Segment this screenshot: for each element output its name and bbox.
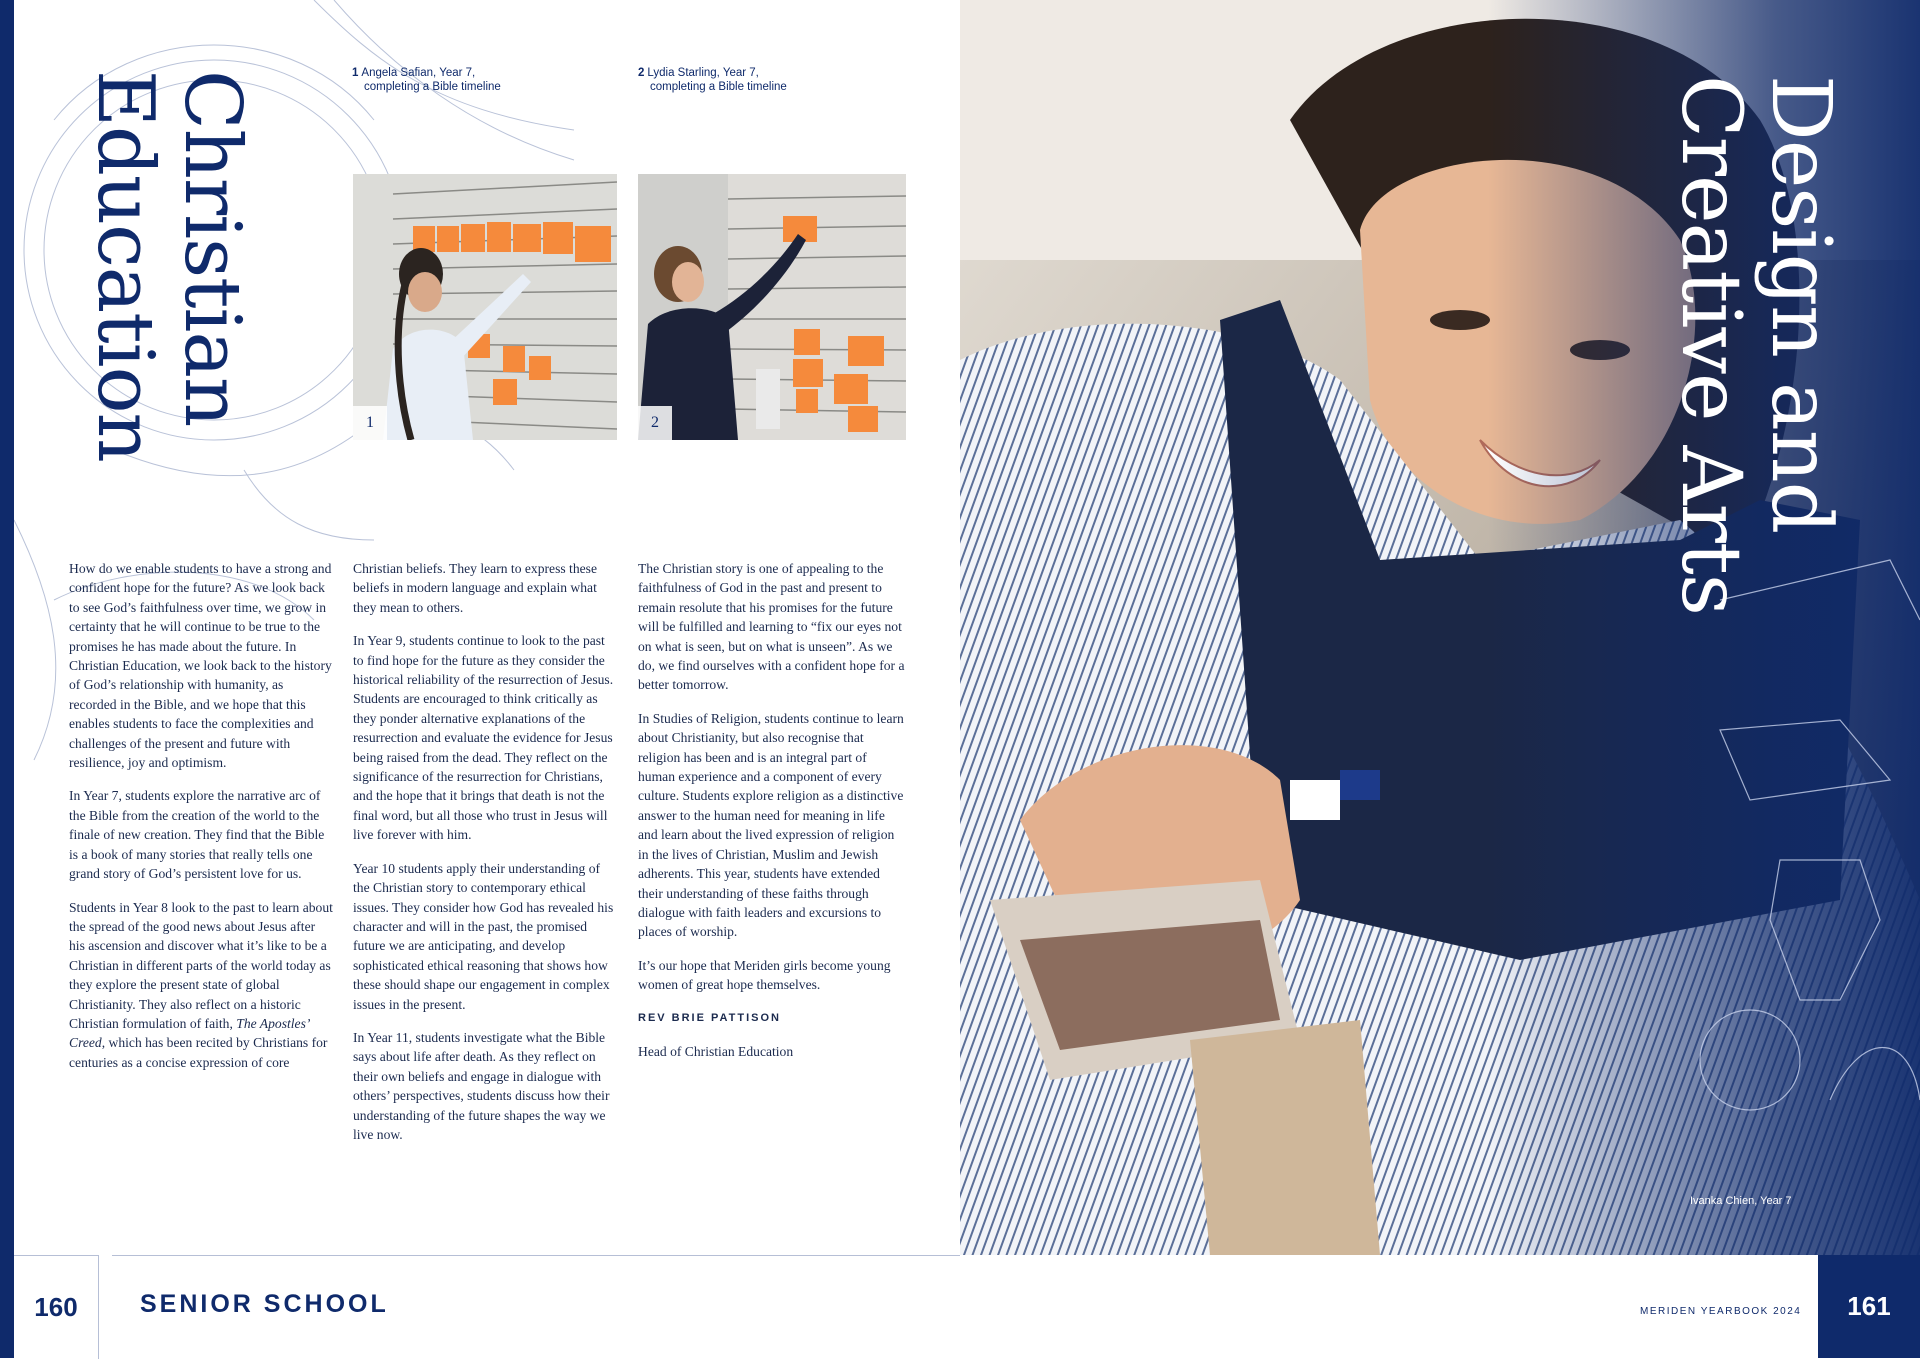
paragraph-year7: In Year 7, students explore the narrative arc of the Bible from the creation of the world to the finale of new creation. They find that the Bible is a book of many stories that really tells one grand story of God’s persistent love for us.	[69, 788, 325, 882]
paragraph-year8	[69, 898, 334, 1073]
caption-1-name: Angela Safian, Year 7,	[361, 67, 476, 79]
photo-2-image	[638, 174, 906, 440]
caption-1-desc: completing a Bible timeline	[364, 81, 501, 93]
body-column-3	[638, 559, 906, 1075]
photo-1-number: 1	[353, 406, 387, 440]
left-page	[14, 0, 960, 1255]
footer-rule	[112, 1255, 960, 1256]
caption-2-number: 2	[638, 67, 645, 79]
signature-role: Head of Christian Education	[638, 1043, 794, 1059]
title-line-1: Christian	[167, 70, 257, 427]
footer-left-edge	[0, 1255, 14, 1358]
right-page-number: 161	[1818, 1255, 1920, 1358]
caption-2-name: Lydia Starling, Year 7,	[647, 67, 759, 79]
caption-1	[352, 66, 501, 94]
photo-2-number: 2	[638, 406, 672, 440]
caption-2-desc: completing a Bible timeline	[650, 81, 787, 93]
paragraph-year9: In Year 9, students continue to look to the past to find hope for the future as they consider the historical reliability of the resurrection of Jesus. Students are encouraged to think critically as they ponder alternative explanations of the resurrection and evaluate the evidence for Jesus being raised from the dead. They reflect on the significance of the resurrection for Christians, and the hope that it brings that death is not the final word, but all those who trust in Jesus will live forever with him.	[353, 633, 614, 843]
paragraph-studies-of-religion: In Studies of Religion, students continue to learn about Christianity, but also recognise that religion has been and is an integral part of human experience and a component of every culture. Students explore religion as a distinctive answer to the human need for meaning in life and learn about the lived expression of religion in the lives of Christian, Muslim and Jewish adherents. This year, students have extended their understanding of these faiths through dialogue with faith leaders and excursions to places of worship.	[638, 710, 904, 940]
right-title-line-2: Creative Arts	[1663, 75, 1758, 615]
apostles-creed-title: The Apostles’ Creed	[69, 1015, 309, 1051]
paragraph-year8-text: Students in Year 8 look to the past to learn about the spread of the good news about Jesus after his ascension and discover what it’s like to be a Christian in different parts of the world today as they explore the present state of global Christianity. They also reflect on a historic Christian formulation of faith,	[69, 899, 333, 1031]
paragraph-christian-story: The Christian story is one of appealing to the faithfulness of God in the past and present to remain resolute that his promises for the future will be fulfilled and learning to “fix our eyes not on what is seen, but on what is unseen”. As we do, we find ourselves with a confident hope for a better tomorrow.	[638, 561, 905, 693]
photo-bible-timeline-2	[638, 174, 906, 440]
section-label: SENIOR SCHOOL	[140, 1290, 389, 1318]
paragraph-intro: How do we enable students to have a strong and confident hope for the future? As we look back to see God’s faithfulness over time, we grow in certainty that he will continue to be true to the promises he has made about the future. In Christian Education, we look back to the history of God’s relationship with humanity, as recorded in the Bible, and we hope that this enables students to face the complexities and challenges of the present and future with resilience, joy and optimism.	[69, 561, 332, 771]
right-title-line-1: Design and	[1753, 75, 1848, 534]
christian-education-title	[62, 70, 262, 540]
left-page-number: 160	[14, 1255, 99, 1359]
photo-1-image	[353, 174, 617, 440]
paragraph-hope: It’s our hope that Meriden girls become young women of great hope themselves.	[638, 957, 891, 993]
body-column-2	[353, 559, 618, 1158]
signature-name: REV BRIE PATTISON	[638, 1011, 781, 1024]
left-edge-bar	[0, 0, 14, 1358]
photo-bible-timeline-1	[353, 174, 617, 440]
caption-1-number: 1	[352, 67, 359, 79]
paragraph-year11: In Year 11, students investigate what the Bible says about life after death. As they reflect on their own beliefs and engage in dialogue with others’ perspectives, students discuss how their understanding of the future shapes the way we live now.	[353, 1029, 610, 1142]
publication-label: MERIDEN YEARBOOK 2024	[1640, 1306, 1802, 1317]
paragraph-year8-tail: , which has been recited by Christians for centuries as a concise expression of core	[69, 1035, 328, 1070]
title-line-2: Education	[80, 70, 170, 462]
caption-2	[638, 66, 787, 94]
photo-credit: Ivanka Chien, Year 7	[1690, 1195, 1792, 1207]
paragraph-beliefs: Christian beliefs. They learn to express these beliefs in modern language and explain what they mean to others.	[353, 561, 597, 615]
body-column-1	[69, 559, 334, 1086]
paragraph-year10: Year 10 students apply their understanding of the Christian story to contemporary ethical issues. They consider how God has revealed his character and will in the past, the promised future we are anticipating, and develop sophisticated ethical reasoning that shows how these should shape our engagement in complex issues in the present.	[353, 860, 614, 1012]
